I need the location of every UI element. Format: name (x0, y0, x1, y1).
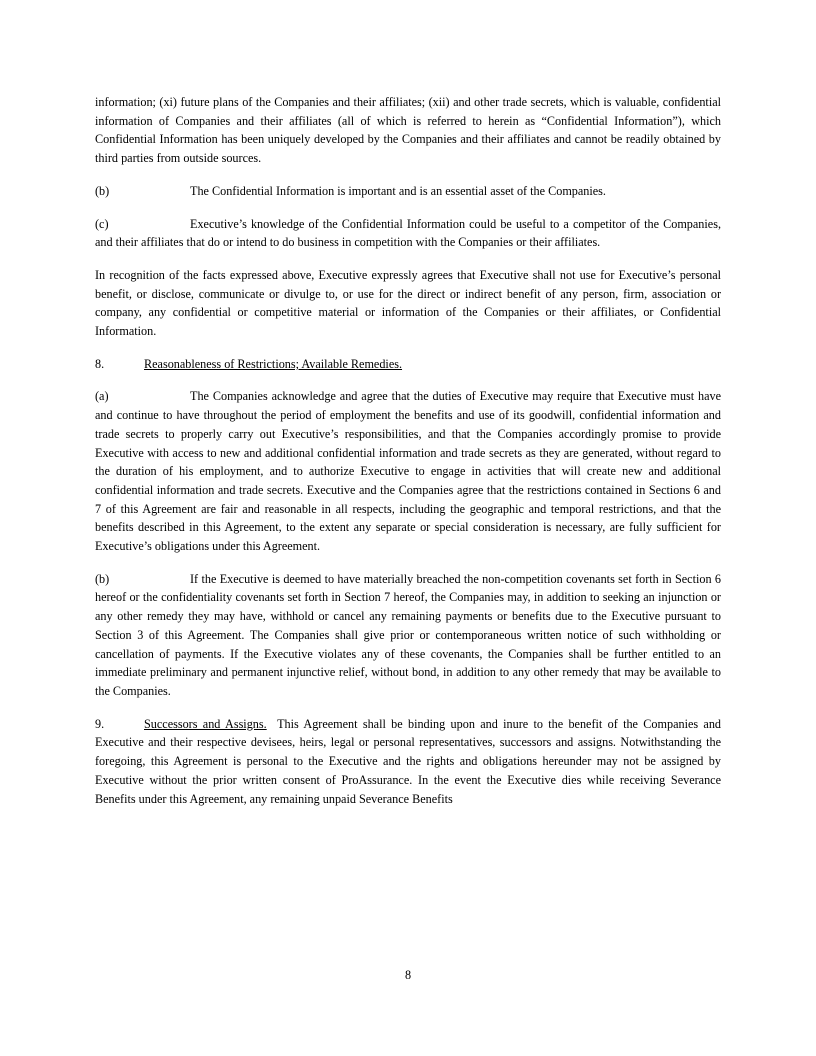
section-8b-marker-label: (b) (95, 571, 110, 586)
page-footer (0, 968, 816, 983)
paragraph-item-c (95, 215, 721, 252)
item-b-marker (95, 182, 190, 201)
page-body (95, 93, 721, 808)
section-8-heading (95, 355, 721, 374)
page-number: 8 (404, 968, 412, 982)
paragraph-item-b (95, 182, 721, 201)
section-8a-marker (95, 387, 190, 406)
paragraph-section-9 (95, 715, 721, 809)
section-9-title: Successors and Assigns. (144, 716, 267, 731)
paragraph-section-8b (95, 570, 721, 701)
section-8b-marker (95, 570, 190, 589)
section-8-number-wrap (95, 355, 144, 374)
item-c-text: Executive’s knowledge of the Confidential Information could be useful to a competitor of the Companies, and their affiliates that do or intend to do business in competition with the Companies or their affiliates. (95, 216, 721, 250)
section-8-number: 8. (95, 356, 105, 371)
section-8a-text: The Companies acknowledge and agree that the duties of Executive may require that Executive must have and continue to have throughout the period of employment the benefits and use of its goodwill, confidential information and trade secrets to properly carry out Executive’s responsibilities, and that the Companies accordingly promise to provide Executive with access to new and additional confidential information and trade secrets as they are generated, without regard to the duration of his employment, and to authorize Executive to engage in activities that will create new and additional confidential information and trade secrets. Executive and the Companies agree that the restrictions contained in Sections 6 and 7 of this Agreement are fair and reasonable in all respects, including the geographic and temporal restrictions, and that the benefits described in this Agreement, to the extent any separate or special consideration is necessary, are fully sufficient for Executive’s obligations under this Agreement. (95, 389, 721, 554)
paragraph-in-recognition: In recognition of the facts expressed above, Executive expressly agrees that Executive shall not use for Executive’s personal benefit, or disclose, communicate or divulge to, or use for the direct or indirect benefit of any person, firm, association or company, any confidential or competitive material or information of the Companies or their affiliates, or Confidential Information. (95, 267, 721, 339)
item-c-marker-label: (c) (95, 216, 109, 231)
item-b-text: The Confidential Information is important and is an essential asset of the Companies. (190, 183, 606, 198)
section-9-number-wrap (95, 715, 144, 734)
section-8a-marker-label: (a) (95, 389, 109, 404)
paragraph-continued-definitions: information; (xi) future plans of the Companies and their affiliates; (xii) and other trade secrets, which is valuable, confidential information of Companies and their affiliates (all of which is referred to herein as “Confidential Information”), which Confidential Information has been uniquely developed by the Companies and their affiliates and cannot be readily obtained by third parties from outside sources. (95, 95, 721, 166)
section-8b-text: If the Executive is deemed to have materially breached the non-competition covenants set forth in Section 6 hereof or the confidentiality covenants set forth in Section 7 hereof, the Companies may, in addition to seeking an injunction or any other remedy they may have, withhold or cancel any remaining payments or benefits due to the Executive pursuant to Section 3 of this Agreement. The Companies shall give prior or contemporaneous written notice of such withholding or cancellation of payments. If the Executive violates any of these covenants, the Companies shall be further entitled to an immediate preliminary and permanent injunctive relief, without bond, in addition to any other remedy that may be available to the Companies. (95, 571, 721, 698)
paragraph-section-8a (95, 387, 721, 555)
section-9-body: This Agreement shall be binding upon and inure to the benefit of the Companies and Executive and their respective devisees, heirs, legal or personal representatives, successors and assigns. Notwithstanding the foregoing, this Agreement is personal to the Executive and the rights and obligations hereunder may not be assigned by Executive without the prior written consent of ProAssurance. In the event the Executive dies while receiving Severance Benefits under this Agreement, any remaining unpaid Severance Benefits (95, 716, 722, 806)
section-8-title: Reasonableness of Restrictions; Available Remedies. (144, 356, 403, 371)
item-b-marker-label: (b) (95, 183, 110, 198)
section-9-number: 9. (95, 716, 105, 731)
item-c-marker (95, 215, 190, 234)
